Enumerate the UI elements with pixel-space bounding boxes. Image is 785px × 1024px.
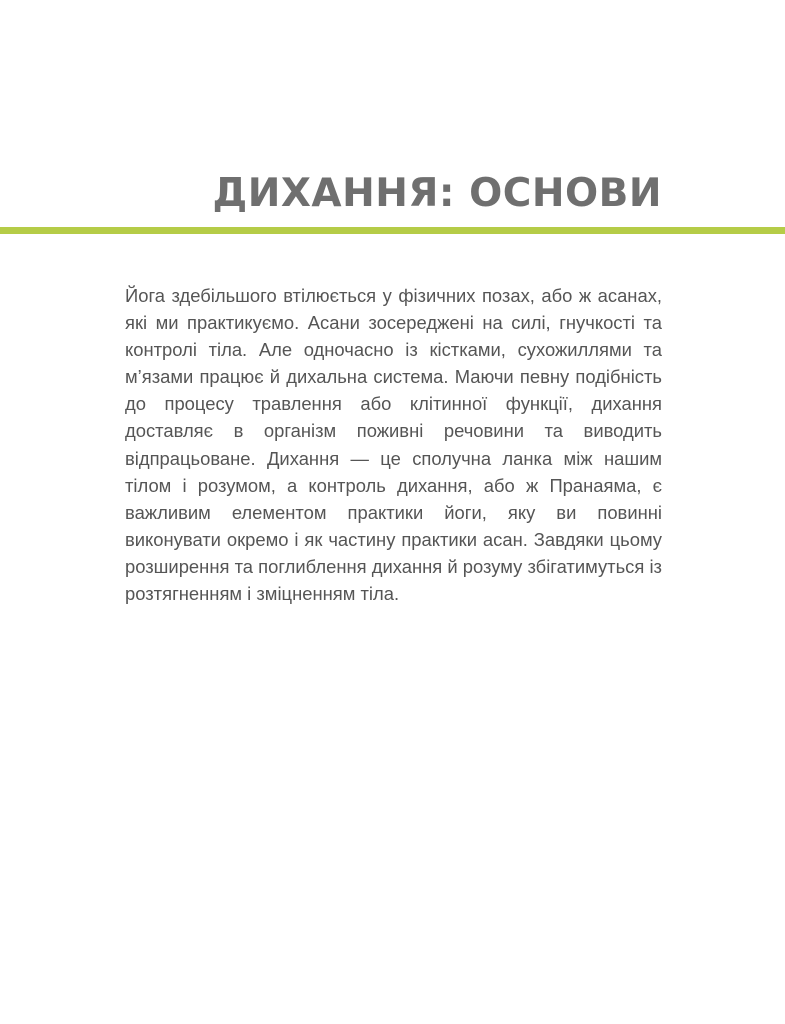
- title-underline-rule: [0, 227, 785, 234]
- body-paragraph: Йога здебільшого втілюється у фізичних позах, або ж асанах, які ми практикуємо. Асани зосереджені на силі, гнучкості та контролі тіла. Але одночасно із кістками, сухожиллями та м’язами працює й дихальна система. Маючи певну подібність до процесу травлення або клітинної функції, дихання доставляє в організм поживні речовини та виводить відпрацьоване. Дихання — це сполучна ланка між нашим тілом і розумом, а контроль дихання, або ж Пранаяма, є важливим елементом практики йоги, яку ви повинні виконувати окремо і як частину практики асан. Завдяки цьому розширення та поглиблення дихання й розуму збігатимуться із розтягненням і зміцненням тіла.: [125, 285, 662, 605]
- page-title: ДИХАННЯ: ОСНОВИ: [212, 171, 662, 216]
